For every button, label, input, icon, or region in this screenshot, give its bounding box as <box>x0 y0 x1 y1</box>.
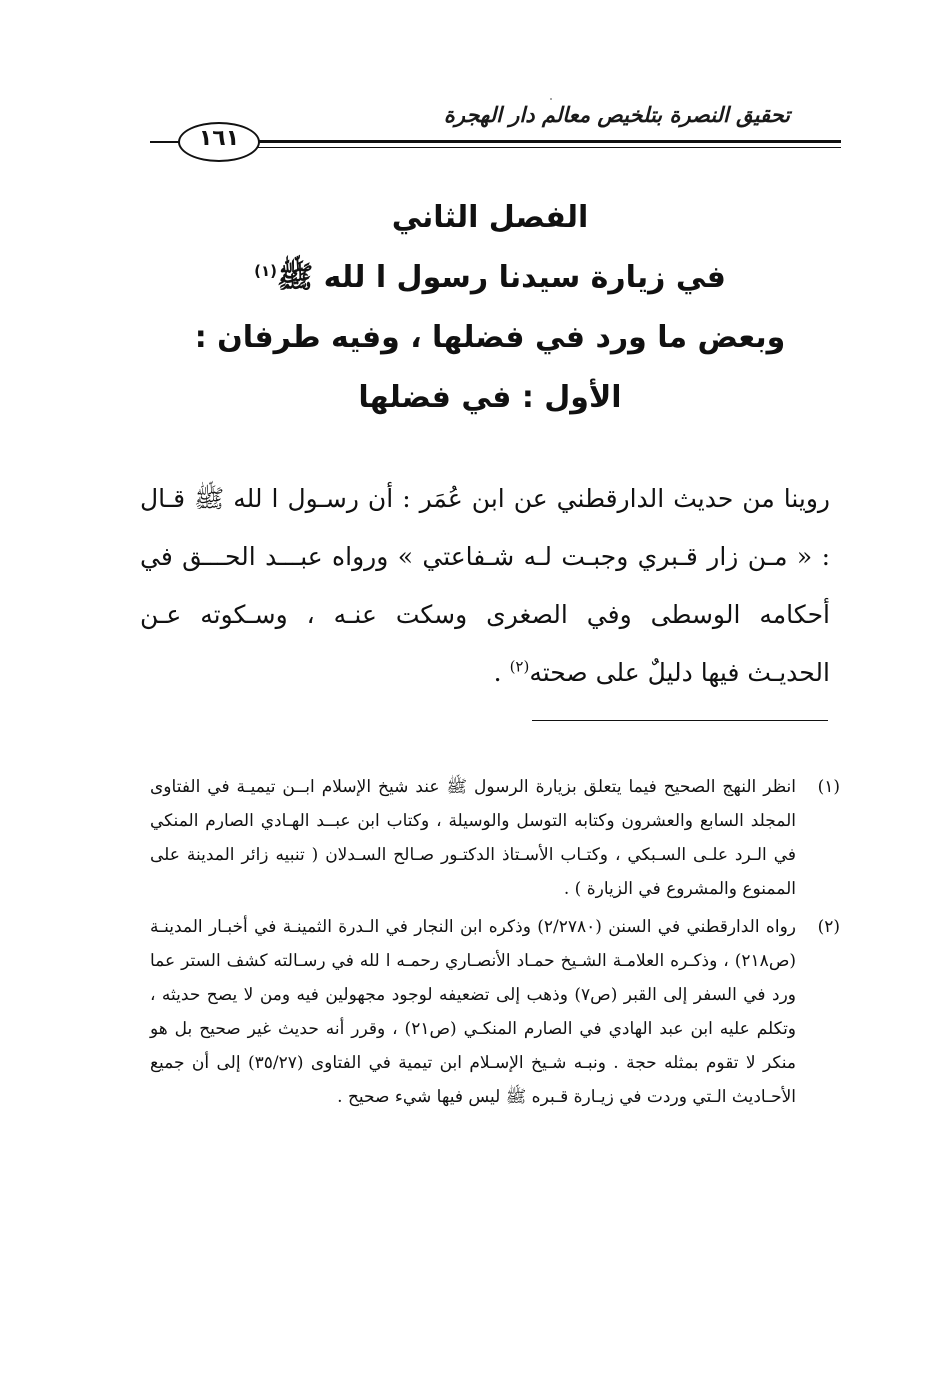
footnote-separator <box>532 720 828 721</box>
chapter-titles <box>120 188 860 428</box>
footnote-ref-1: (١) <box>254 262 277 280</box>
footnote-item <box>150 910 840 1114</box>
footnote-marker: (٢) <box>817 917 840 937</box>
footnote-item <box>150 770 840 906</box>
footnote-marker: (١) <box>817 777 840 797</box>
header-rule-thick <box>255 140 841 143</box>
header-rule-thin <box>255 147 841 148</box>
footnote-text: انظر النهج الصحيح فيما يتعلق بزيارة الرسول ﷺ عند شيخ الإسلام ابــن تيميـة في الفتاوى المجلد السابع والعشرون وكتابه التوسل والوسيلة ، وكتاب ابن عبــد الهـادي الصارم المنكي في الـرد علـى السـبكي ، وكتـاب الأسـتاذ الدكتـور صـالح السـدلان ( تنبيه زائر المدينة على الممنوع والمشروع في الزيارة ) . <box>150 777 796 899</box>
footnote-text: رواه الدارقطني في السنن (٢/٢٧٨٠) وذكره ابن النجار في الـدرة الثمينـة في أخبـار المدينـة (ص٢١٨) ، وذكـره العلامـة الشـيخ حمـاد الأنصـاري رحمـه ا لله في رسـالته كشف الستر عما ورد في السفر إلى القبر (ص٧) وذهب إلى تضعيفه لوجود مجهولين فيه ومن لا يصح حديثه ، وتكلم عليه ابن عبد الهادي في الصارم المنكـي (ص٢١) ، وقرر أنه حديث غير صحيح بل هو منكر لا تقوم بمثله حجة . ونبـه شـيخ الإسـلام ابن تيمية في الفتاوى (٣٥/٢٧) إلى أن جميع الأحـاديث الـتي وردت في زيـارة قـبره ﷺ ليس فيها شيء صحيح . <box>150 917 797 1107</box>
chapter-subheading-text: في زيارة سيدنا رسول ا لله ﷺ <box>276 260 726 295</box>
body-paragraph-text: روينا من حديث الدارقطني عن ابن عُمَر : أن رسـول ا لله ﷺ قـال : « مـن زار قـبري وجبـت لـه شـفاعتي » ورواه عبـــد الحـــق في أحكامه الوسطى وفي الصغرى وسكت عنـه ، وسـكوته عـن الحديـث فيها دليلٌ على صحته <box>140 484 830 687</box>
body-paragraph-end: . <box>493 658 510 687</box>
page-number: ١٦١ <box>198 126 240 151</box>
chapter-subheading <box>120 248 860 308</box>
running-header-title: تحقيق النصرة بتلخيص معالم دار الهجرة <box>443 102 790 127</box>
footnote-ref-2: (٢) <box>509 657 530 676</box>
chapter-subheading-2: وبعض ما ورد في فضلها ، وفيه طرفان : <box>194 320 786 355</box>
chapter-heading: الفصل الثاني <box>391 200 589 235</box>
body-paragraph <box>140 470 830 702</box>
section-heading: الأول : في فضلها <box>358 380 622 415</box>
scan-speck <box>550 98 552 100</box>
footnotes <box>150 770 840 1118</box>
